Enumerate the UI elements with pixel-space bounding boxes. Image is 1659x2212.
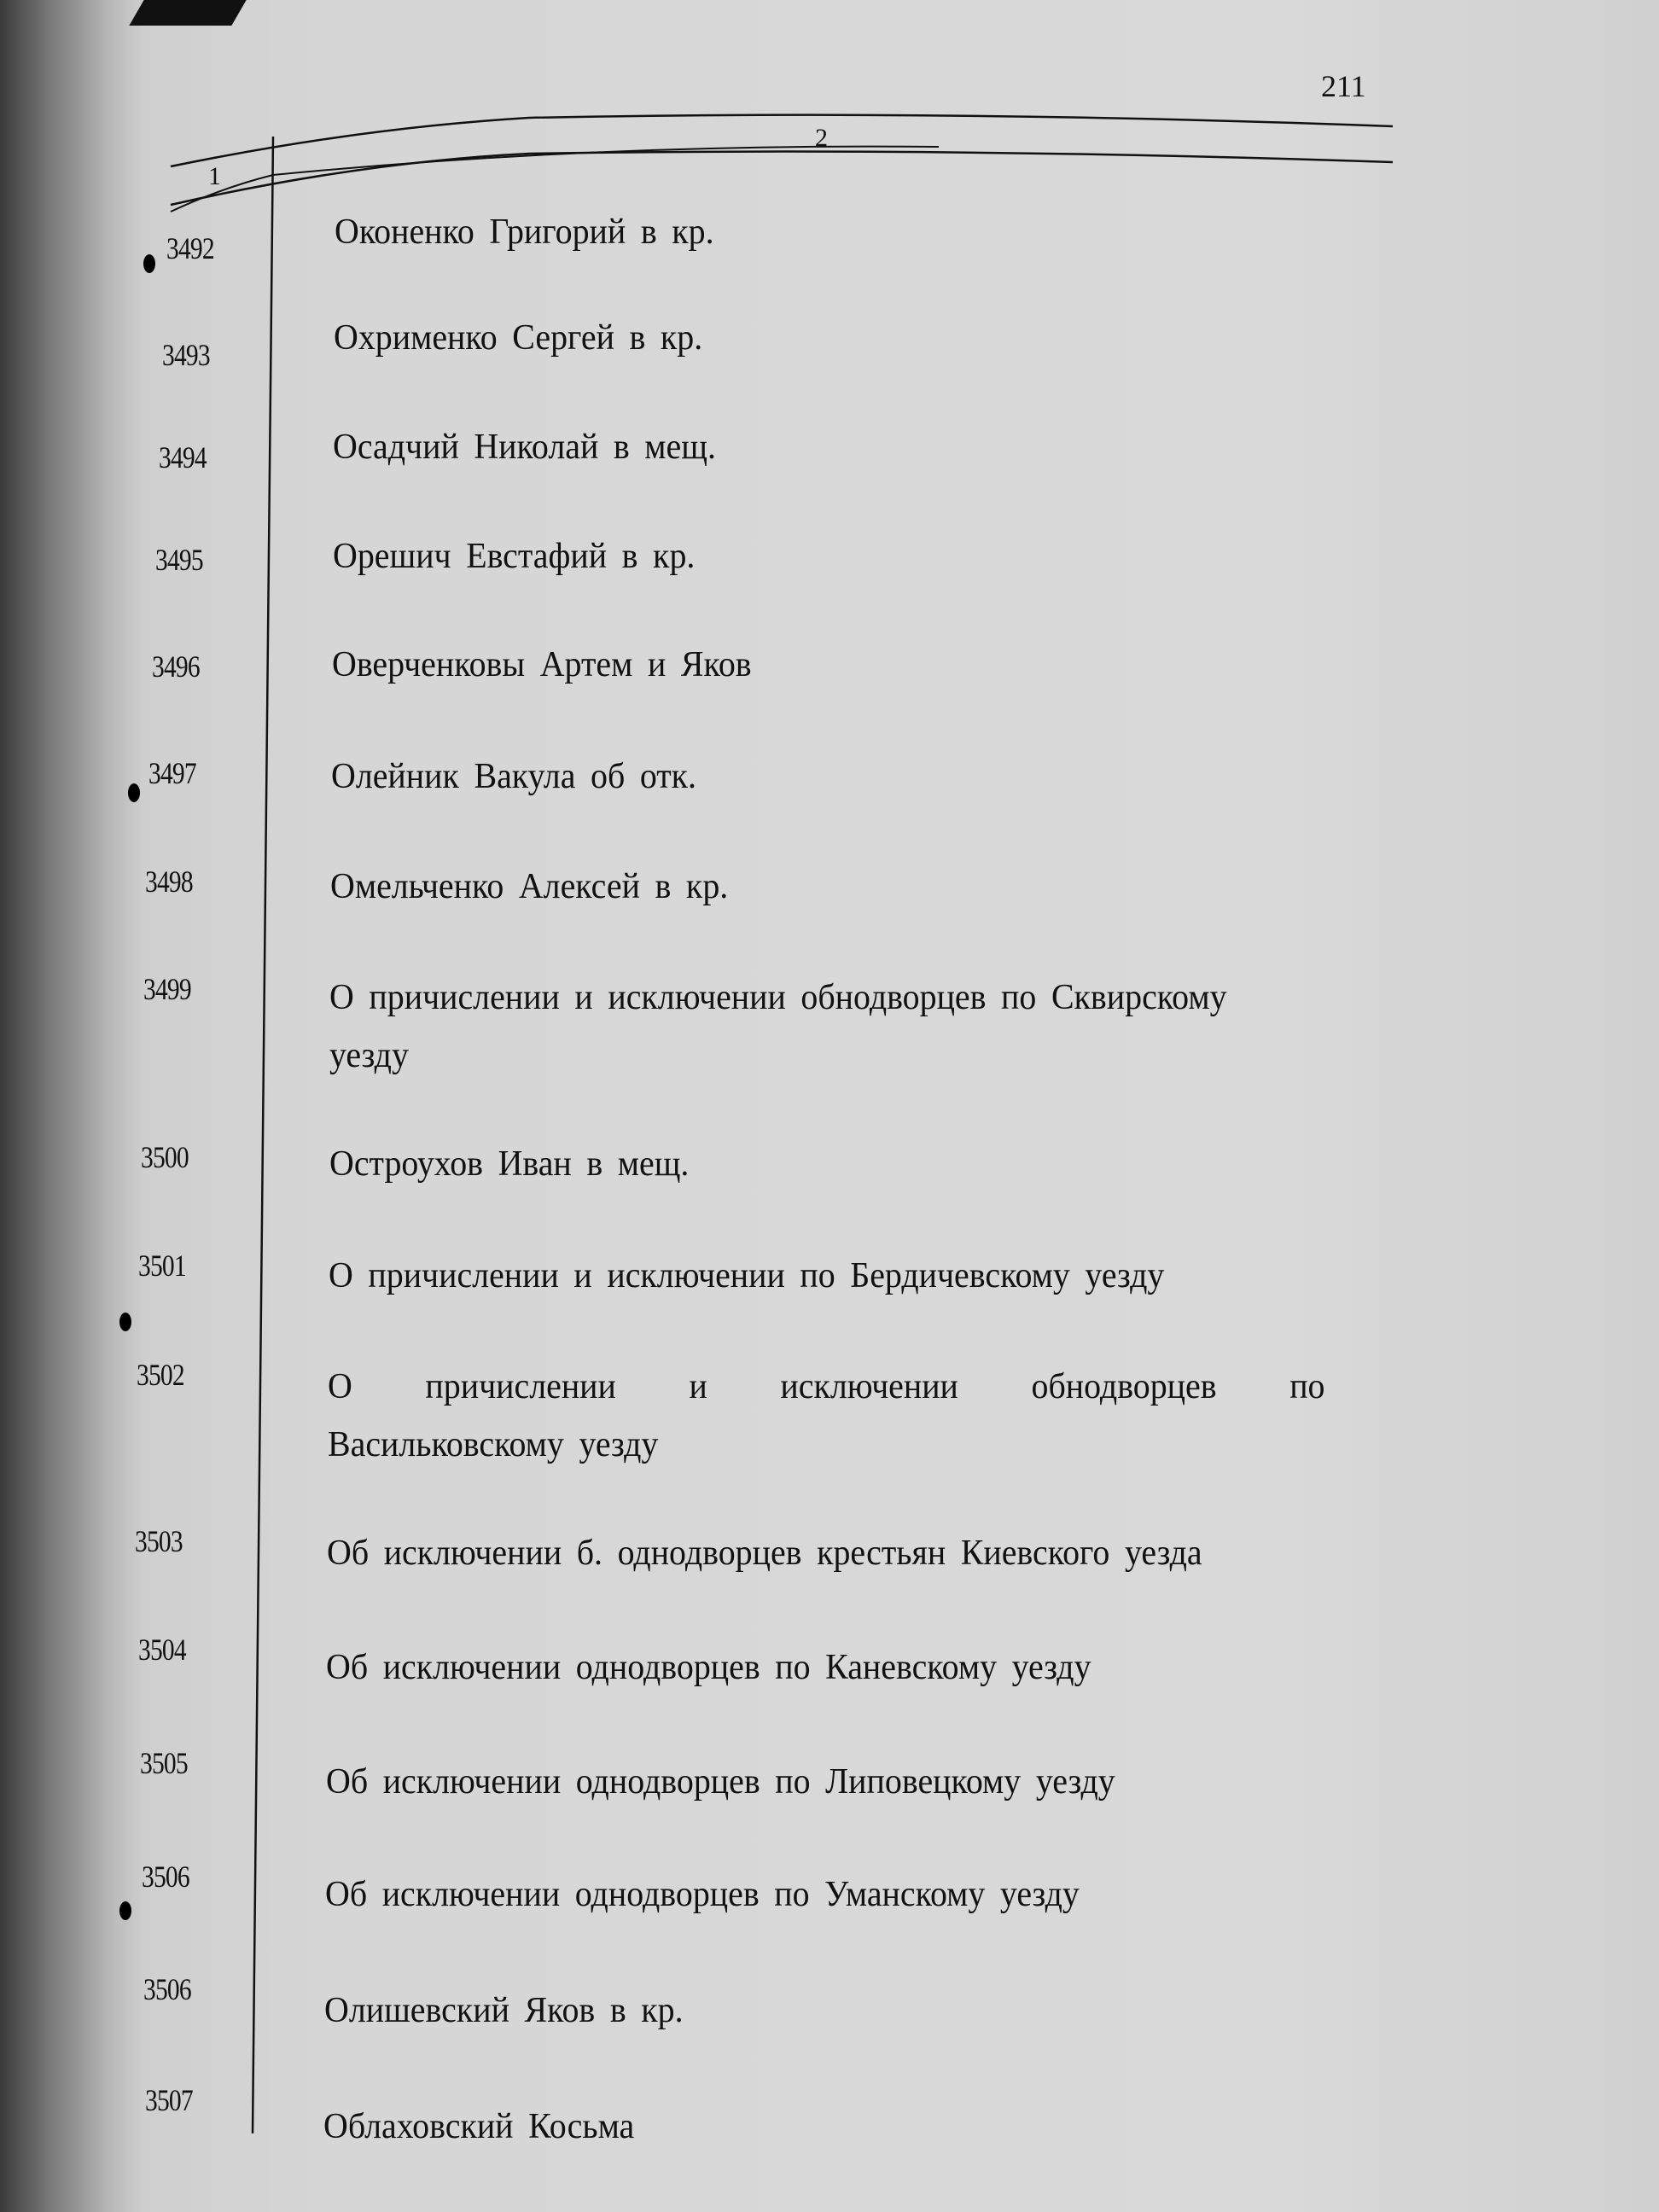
row-number: 3500 <box>141 1140 189 1174</box>
row-title <box>326 1753 1324 1811</box>
row-title <box>326 1639 1324 1697</box>
binding-hole <box>119 1313 131 1331</box>
row-number: 3494 <box>159 440 207 474</box>
binding-hole <box>143 254 155 273</box>
row-number: 3493 <box>162 338 210 372</box>
row-title-line: Олишевский Яков в кр. <box>324 1991 684 2030</box>
row-title <box>323 2098 1321 2156</box>
column-divider <box>253 137 273 2133</box>
row-number: 3507 <box>145 2083 193 2117</box>
row-number: 3499 <box>143 972 191 1006</box>
row-title-line: Об исключении б. однодворцев крестьян Киевского уезда <box>327 1534 1202 1573</box>
row-title <box>329 1135 1327 1193</box>
row-title <box>330 858 1328 916</box>
row-title <box>333 418 1330 476</box>
row-title-line: Оконенко Григорий в кр. <box>335 212 714 252</box>
column-header-2: 2 <box>815 124 828 152</box>
row-title <box>329 969 1327 1085</box>
row-title <box>332 636 1330 694</box>
row-title-line: Васильковскому уезду <box>328 1425 659 1464</box>
row-number: 3495 <box>155 543 203 577</box>
row-title-line: О причислении и исключении по Бердичевскому уезду <box>328 1256 1165 1295</box>
row-title-line: О причислении и исключении обнодворцев по Сквирскому <box>329 978 1227 1017</box>
row-title-line: Об исключении однодворцев по Каневскому уезду <box>326 1648 1091 1687</box>
row-title <box>327 1524 1324 1582</box>
row-number: 3506 <box>143 1972 191 2006</box>
row-title-line: Омельченко Алексей в кр. <box>330 867 729 906</box>
row-title <box>325 1866 1323 1924</box>
row-title <box>324 1982 1322 2040</box>
row-title-line: Об исключении однодворцев по Липовецкому уезду <box>325 1762 1115 1802</box>
row-title-line: Остроухов Иван в мещ. <box>329 1144 690 1184</box>
row-title-line: Облаховский Косьма <box>323 2107 635 2146</box>
row-title <box>331 748 1329 806</box>
row-title-line: Осадчий Николай в мещ. <box>333 428 717 467</box>
row-title-line: Охрименко Сергей в кр. <box>334 318 703 358</box>
row-title <box>329 1247 1326 1305</box>
page-number: 211 <box>1321 69 1366 103</box>
row-title <box>328 1358 1325 1474</box>
row-number: 3492 <box>166 231 214 265</box>
row-number: 3504 <box>138 1633 186 1667</box>
row-title <box>335 203 1332 261</box>
binding-hole <box>119 1901 131 1920</box>
row-number: 3498 <box>145 864 193 899</box>
row-number: 3497 <box>148 756 196 790</box>
row-title <box>334 309 1331 367</box>
column-header-1: 1 <box>208 162 221 190</box>
header-bottom-rule <box>171 152 1393 205</box>
row-title-line: уезду <box>329 1036 410 1075</box>
row-number: 3505 <box>140 1746 188 1780</box>
row-number: 3506 <box>142 1860 189 1894</box>
binding-hole <box>128 783 140 802</box>
row-title-line: Оверченковы Артем и Яков <box>331 645 752 684</box>
row-title-line: Об исключении однодворцев по Уманскому уезду <box>324 1875 1080 1914</box>
row-title-line: Орешич Евстафий в кр. <box>332 537 695 576</box>
header-column-rule <box>171 147 939 212</box>
row-number: 3502 <box>137 1358 184 1392</box>
row-number: 3501 <box>138 1249 186 1283</box>
row-title-line: Олейник Вакула об отк. <box>331 757 697 796</box>
header-top-rule <box>171 115 1393 166</box>
row-title-line: О причислении и исключении обнодворцев по <box>328 1367 1325 1406</box>
row-number: 3503 <box>135 1524 183 1558</box>
row-number: 3496 <box>152 649 200 684</box>
row-title <box>333 527 1330 585</box>
